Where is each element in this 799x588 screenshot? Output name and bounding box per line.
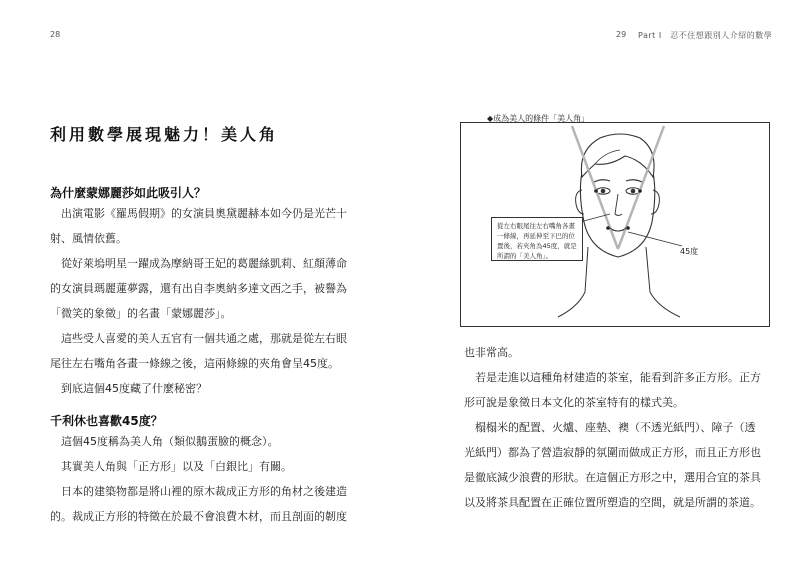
section2-heading: 千利休也喜歡45度？ <box>50 414 163 428</box>
section2-body <box>50 429 347 529</box>
left-page-number: 28 <box>50 30 61 39</box>
text-line: 「微笑的象徵」的名畫「蒙娜麗莎」。 <box>50 307 232 320</box>
text-line: 形可說是象徵日本文化的茶室特有的樣式美。 <box>464 396 684 409</box>
text-line: 出演電影《羅馬假期》的女演員奧黛麗赫本如今仍是光芒十 <box>50 207 347 220</box>
callout-line: 從左右眼尾往左右嘴角各畫 <box>497 222 575 230</box>
text-line: 尾往左右嘴角各畫一條線之後，這兩條線的夾角會呈45度。 <box>50 357 339 370</box>
text-line: 日本的建築物都是將山裡的原木裁成正方形的角材之後建造 <box>50 485 347 498</box>
figure-caption: ◆成為美人的條件「美人角」 <box>487 114 590 123</box>
text-line: 這個45度稱為美人角（類似鵝蛋臉的概念）。 <box>50 435 279 448</box>
section1-heading: 為什麼蒙娜麗莎如此吸引人？ <box>50 186 207 200</box>
callout-line: 置後，若夾角為45度，就是 <box>497 242 577 250</box>
text-line: 也非常高。 <box>464 346 519 359</box>
text-line: 射、風情依舊。 <box>50 232 127 245</box>
text-line: 以及將茶具配置在正確位置所塑造的空間，就是所謂的茶道。 <box>464 496 761 509</box>
text-line: 是徹底減少浪費的形狀。在這個正方形之中，選用合宜的茶具 <box>464 471 761 484</box>
right-page-number: 29 <box>616 30 627 39</box>
figure-callout <box>491 217 583 261</box>
angle-label: 45度 <box>680 247 699 256</box>
callout-line: 所謂的「美人角」。 <box>497 252 553 260</box>
text-line: 若是走進以這種角材建造的茶室，能看到許多正方形。正方 <box>464 371 761 384</box>
running-title: Part Ⅰ 忍不住想跟別人介紹的數學 <box>638 31 773 40</box>
section1-body <box>50 201 347 401</box>
text-line: 其實美人角與「正方形」以及「白銀比」有關。 <box>50 460 292 473</box>
text-line: 從好萊塢明星一躍成為摩納哥王妃的葛麗絲凱莉、紅顏薄命 <box>50 257 347 270</box>
text-line: 這些受人喜愛的美人五官有一個共通之處，那就是從左右眼 <box>50 332 347 345</box>
page-title: 利用數學展現魅力！美人角 <box>50 125 279 144</box>
text-line: 光紙門）都為了營造寂靜的氛圍而做成正方形，而且正方形也 <box>464 446 761 459</box>
text-line: 的女演員瑪麗蓮夢露，還有出自李奧納多達文西之手，被譽為 <box>50 282 347 295</box>
right-body <box>464 340 761 515</box>
callout-line: 一條線，再延伸至下巴的位 <box>497 232 575 240</box>
text-line: 的。裁成正方形的特徵在於最不會浪費木材，而且剖面的韌度 <box>50 510 347 523</box>
text-line: 榻榻米的配置、火爐、座墊、襖（不透光紙門）、障子（透 <box>464 421 756 434</box>
text-line: 到底這個45度藏了什麼秘密？ <box>50 382 207 395</box>
